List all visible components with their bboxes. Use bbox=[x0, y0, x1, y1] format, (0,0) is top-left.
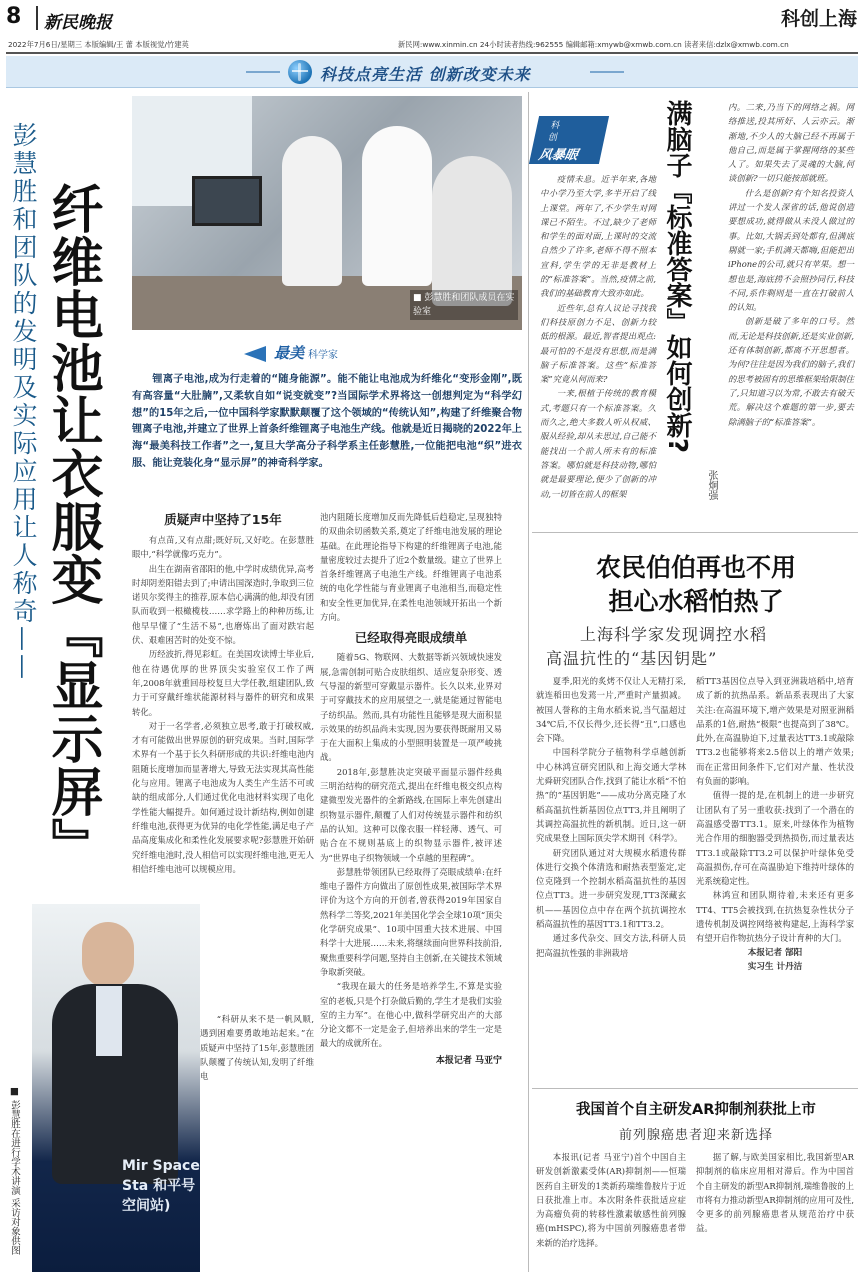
portrait-photo bbox=[32, 904, 200, 1272]
column-logo-main: 风暴眼 bbox=[537, 148, 580, 163]
paragraph: 历经波折,得见彩虹。在美国攻读博士毕业后,他在待遇优厚的世界顶尖实验室仅工作了两年,2008年就重回母校复旦大学任教,组建团队,致力于可穿戴纤维状能源材料与器件的研究和成果转化。 bbox=[132, 649, 314, 717]
lead-col1 bbox=[132, 510, 314, 876]
paragraph: 对于一名学者,必须独立思考,敢于打破权威,才有可能做出世界原创的研究成果。当时,国际学术界有一个基于长久科研形成的共识:纤维电池内阻随长度增加而显著增大,导致无法实现其高性能化与应用。锂离子电池成为人类生产生活不可或缺的组成部分,人们通过优化电池材料实现了电化学性能大幅提升。如何通过设计新结构,例如创建纤维电池,获得更为优异的电化学性能,满足电子产品高度集成化和柔性化发展要求呢?彭慧胜开始研究纤维电池时,没人相信可以实现纤维电池,更无人相信纤维电池可以规模应用。 bbox=[132, 720, 314, 874]
rice-headline-1: 农民伯伯再也不用 bbox=[595, 553, 796, 582]
tag-sub: 科学家 bbox=[308, 350, 338, 361]
column-headline: 满脑子『标准答案』如何创新? bbox=[662, 100, 692, 454]
column-rule bbox=[528, 92, 529, 1272]
date-line: 2022年7月6日/星期三 本版编辑/王 蕾 本版视觉/竹建英 bbox=[8, 40, 189, 49]
lead-col2 bbox=[320, 510, 502, 1066]
paragraph: 夏季,阳光的炙烤不仅让人无精打采,就连稻田也发蔫一片,严重时产量损减。被国人誉称的主角水稻来说,当气温超过34℃后,不仅长得少,还长得“丑”,口感也会下降。 bbox=[536, 676, 686, 744]
column-logo-top: 科 bbox=[549, 121, 562, 131]
arrow-icon bbox=[244, 346, 266, 362]
rice-col2 bbox=[696, 674, 854, 974]
paragraph: 本报讯(记者 马亚宁)首个中国自主研发创新激素受体(AR)抑制剂——恒瑞医药自主研发的1类新药瑞维鲁胺片于近日获批准上市。本次附条件获批适应症为高瘤负荷的转移性激素敏感性前列腺癌(mHSPC),将为中国前列腺癌患者带来新的治疗选择。 bbox=[536, 1152, 686, 1248]
ar-headline: 我国首个自主研发AR抑制剂获批上市 bbox=[576, 1102, 816, 1118]
rice-sub-2: 高温抗性的“基因钥匙” bbox=[546, 649, 718, 668]
paragraph: 近些年,总有人议论寻找我们科技原创力不足、创新力较低的根源。最近,智者提出观点:最可怕的不是没有思想,而是满脑子标准答案。这些“标准答案”究竟从何而来? bbox=[540, 302, 656, 385]
section-rule bbox=[532, 532, 858, 533]
banner-title: 科技点亮生活 创新改变未来 bbox=[320, 65, 531, 84]
paragraph: 据了解,与欧美国家相比,我国新型AR抑制剂的临床应用相对滞后。作为中国首个自主研发的新型AR抑制剂,瑞维鲁胺的上市将有力推动新型AR抑制剂的应用可及性,令更多的前列腺癌患者从规范治疗中获益。 bbox=[696, 1152, 854, 1234]
paragraph: 有点苗,又有点甜;既好玩,又好吃。在彭慧胜眼中,“科学就像巧克力”。 bbox=[132, 535, 314, 560]
paragraph: 中国科学院分子植物科学卓越创新中心林鸿宣研究团队和上海交通大学林尤舜研究团队合作,找到了能让水稻“不怕热”的“基因钥匙”——成功分离克隆了水稻高温抗性新基因位点TT3,并且阐明了其调控高温抗性的新机制。近日,这一研究成果登上国际顶尖学术期刊《科学》。 bbox=[536, 747, 686, 844]
paragraph: 值得一提的是,在机制上的进一步研究让团队有了另一重收获:找到了一个潜在的高温感受器TT3.1。原来,叶绿体作为植物光合作用的细胞器受到热损伤,而过量表达TT3.1或敲除TT3.2可以保护叶绿体免受高温损伤,存可在高温胁迫下维持叶绿体的光系统稳定性。 bbox=[696, 790, 854, 887]
lab-monitor bbox=[192, 176, 262, 226]
rice-byline-1: 本报记者 郜阳 bbox=[747, 947, 803, 958]
paragraph: 通过多代杂交、回交方法,科研人员把高温抗性强的非洲栽培 bbox=[536, 933, 686, 958]
col2-heading: 已经取得亮眼成绩单 bbox=[354, 630, 468, 646]
portrait-caption: ■ 彭慧胜在进行学术讲演 采访对象供图 bbox=[9, 1086, 20, 1256]
banner bbox=[6, 56, 858, 88]
col1-heading: 质疑声中坚持了15年 bbox=[164, 512, 282, 527]
paragraph: 彭慧胜带领团队已经取得了亮眼成绩单:在纤维电子器件方向做出了原创性成果,被国际学术界评价为这个方向的开创者,曾获得2019年国家自然科学二等奖,2021年美国化学会全球10项“顶尖化学研究成果”、10项中国重大技术进展、中国科学十大进展……未来,将继续面向世界科技前沿,聚焦重要科学问题,坚持自主创新,在关键技术领域争取新突破。 bbox=[320, 866, 502, 977]
lab-photo bbox=[132, 96, 522, 330]
kicker: 彭慧胜和团队的发明及实际应用让人称奇—— bbox=[9, 122, 38, 682]
lead-byline: 本报记者 马亚宁 bbox=[435, 1055, 502, 1066]
paragraph: 出生在湖南省邵阳的他,中学时成绩优异,高考时却阴差阳错去到了;申请出国深造时,争取到三位诺贝尔奖得主的推荐,原本信心满满的他,却没有团队而收到一根橄榄枝……求学路上的种种历练,让他早早懂了“生活不易”,也磨炼出了面对跌宕起伏、艰难困苦时的处变不惊。 bbox=[132, 563, 314, 646]
column-col2 bbox=[728, 100, 854, 429]
ar-col1 bbox=[536, 1150, 686, 1250]
rice-byline-2: 实习生 计丹洁 bbox=[747, 961, 803, 972]
lead-intro: 锂离子电池,成为行走着的“随身能源”。能不能让电池成为纤维化“变形金刚”,既有高容量“大肚腩”,又柔软自如“说变就变”?当国际学术界将这一创想判定为“科学幻想”的15年之后,一位中国科学家默默颠覆了这个领域的“传统认知”,构建了纤维聚合物锂离子电池,并建立了世界上首条纤维锂离子电池生产线。他就是近日揭晓的2022年上海“最美科技工作者”之一,复旦大学高分子科学系主任彭慧胜,一位能把电池“织”进衣服、能让竞装化身“显示屏”的神奇科学家。 bbox=[132, 374, 522, 469]
globe-icon bbox=[288, 60, 312, 84]
person-figure bbox=[362, 126, 432, 286]
masthead-rule bbox=[6, 52, 858, 54]
section-name: 科创上海 bbox=[780, 8, 857, 30]
column-logo-mid: 创 bbox=[547, 133, 559, 143]
banner-ornament bbox=[246, 71, 280, 73]
paragraph: 随着5G、物联网、大数据等新兴领域快速发展,急需创制可贴合皮肤组织、适应复杂形变、透气导湿的新型可穿戴显示器件。长久以来,业界对于可穿戴技术的应用展望之一,就是能通过智能电子纺织品。然而,具有功能性且能够是现大面积显示效果的纺织品尚未实现,因为要获得既耐用又易于在大面积上集成的小型照明装置是一项严峻挑战。 bbox=[320, 652, 502, 763]
rice-headline-2: 担心水稻怕热了 bbox=[608, 587, 784, 616]
paragraph: 稻TT3基因位点导入到亚洲栽培稻中,培育成了新的抗热品系。新品系表现出了大家关注:在高温环境下,增产效果是对照亚洲稻品系的1倍,耐热“极限”也提高到了38℃。此外,在高温胁迫下,过量表达TT3.1或敲除TT3.2也能够将来2.5倍以上的增产效果;而在正常田间条件下,它们对产量、性状没有负面的影响。 bbox=[696, 676, 854, 787]
paragraph: “我现在最大的任务是培养学生,不算是实验室的老板,只是个打杂做后勤的,学生才是我们实验室的主力军”。在他心中,做科学研究出产的大部分论文都不一定是金子,但培养出来的学生一定是最大的成就所在。 bbox=[320, 981, 502, 1049]
banner-ornament bbox=[590, 71, 624, 73]
paragraph: 研究团队通过对大规模水稻遗传群体进行交换个体清选和耐热表型鉴定,定位克隆到一个控制水稻高温抗性的基因位点TT3。进一步研究发现,TT3深藏玄机——基因位点中存在两个抗抗调控水稻高温抗性的基因TT3.1和TT3.2。 bbox=[536, 847, 686, 930]
lead-col1-wrap bbox=[200, 1012, 314, 1083]
col2-body-a bbox=[320, 510, 502, 624]
paragraph: 一来,根植于传统的教育模式,考题只有一个标准答案。久而久之,绝大多数人听从权威、服从经验,却从未思过,自己能不能找出一个前人所未有的标准答案。哪怕就是科技动物,哪怕就是最要理论,便少了创新的冲动,一切皆在前人的框架 bbox=[540, 388, 656, 499]
photo-caption: ■ 彭慧胜和团队成员在实验室 bbox=[410, 290, 518, 320]
portrait-shirt bbox=[96, 986, 122, 1056]
paragraph: 林鸿宣和团队期待着,未来还有更多TT4、TT5会被找到,在抗热复杂性状分子遗传机制及调控网络被构建起,上海科学家有望开启作物抗热分子设计育种的大门。 bbox=[696, 890, 854, 944]
rice-col1 bbox=[536, 674, 686, 960]
page-number: 8 bbox=[6, 4, 22, 29]
paragraph: 池内阻随长度增加反而先降低后趋稳定,呈现独特的双曲余切函数关系,奠定了纤维电池发展的理论基础。在此理论指导下构建的纤维锂离子电池,能量密度较过去提升了近2个数量级。建立了世界上首条纤维锂离子电池生产线。纤维锂离子电池系统的电化学性能与育业锂离子电池相当,而稳定性和安全性更加优异,在柔性电池领域开拓出一个新方向。 bbox=[320, 512, 502, 623]
tag-main: 最美 bbox=[274, 344, 305, 362]
col1-body bbox=[132, 533, 314, 876]
masthead-divider bbox=[36, 6, 38, 30]
rice-sub-1: 上海科学家发现调控水稻 bbox=[580, 625, 768, 644]
paragraph: 2018年,彭慧胜决定突破平面显示器件经典三明治结构的研究范式,提出在纤维电极交织点构建微型发光器件的全新路线,在国际上率先创建出织物显示器件,颠覆了人们对传统显示器件和纺织品的认知。这种可以像衣服一样轻薄、透气、可贴合在不规则基底上的织物显示器件,被评述为“世界电子织物领域一个卓越的里程碑”。 bbox=[320, 766, 502, 863]
paragraph: 内。二来,乃当下的网络之祸。网络推送,投其所好、人云亦云。渐渐地,不少人的大脑已经不再属于他自己,而是属于掌握网络的某些人了。如果失去了灵魂的大脑,何谈创新?一切只能按部就班。 bbox=[728, 102, 854, 184]
column-col1 bbox=[540, 172, 656, 501]
column-logo bbox=[529, 116, 609, 164]
section-rule bbox=[532, 1088, 858, 1089]
ar-col2 bbox=[696, 1150, 854, 1236]
column-author: 张炯强 bbox=[706, 470, 717, 500]
person-figure bbox=[432, 156, 512, 306]
paragraph: 什么是创新?有个知名投资人讲过一个发人深省的话,他说创造要想成功,就得做从未没人做过的事。比如,大锅丢到处都有,但满底剔就一家;手机满天都嗨,但能把出iPhone的公司,就只有苹果。想一想也是,海底捞不会照抄同行,科技不同,系作剩则是一直在打破前人的认知。 bbox=[728, 187, 854, 313]
ar-subheadline: 前列腺癌患者迎来新选择 bbox=[618, 1128, 773, 1143]
portrait-bg-text: Mir Space Sta 和平号空间站) bbox=[122, 1158, 200, 1214]
portrait-head bbox=[82, 922, 134, 988]
headline: 纤维电池让衣服变『显示屏』 bbox=[42, 182, 102, 871]
paragraph: “科研从来不是一帆风顺,遇到困难要勇敢地站起来。”在质疑声中坚持了15年,彭慧胜团队颠覆了传统认知,发明了纤维电 bbox=[200, 1014, 314, 1082]
person-figure bbox=[282, 136, 342, 286]
contact-line: 新民网:www.xinmin.cn 24小时读者热线:962555 编辑邮箱:xmywb@xmwb.com.cn 读者来信:dzlx@xmwb.com.cn bbox=[398, 40, 789, 49]
paper-name: 新民晚报 bbox=[44, 13, 112, 33]
col2-body-b bbox=[320, 650, 502, 1050]
paragraph: 创新是破了多年的口号。然而,无论是科技创新,还是实业创新,还有体制创新,都离不开思想者。为何?往往是因为我们的脑子,我们的思考被固有的思维框架给限制住了,只知道习以为常,不敢去有破天荒。解决这个难题的第一步,要去除满脑子的“标准答案”。 bbox=[728, 316, 854, 427]
paragraph: 疫情未息。近半年来,各地中小学乃至大学,多半开启了线上课堂。两年了,不少学生对网课已不陌生。不过,缺少了老师和学生的面对面,上课时的交流自然少了许多,老师不得不照本宣科,学生学的无非是教材上的“标准答案”。当然,疫情之前,我们的基础教育大致亦如此。 bbox=[540, 174, 656, 299]
tag-ribbon bbox=[244, 342, 394, 364]
